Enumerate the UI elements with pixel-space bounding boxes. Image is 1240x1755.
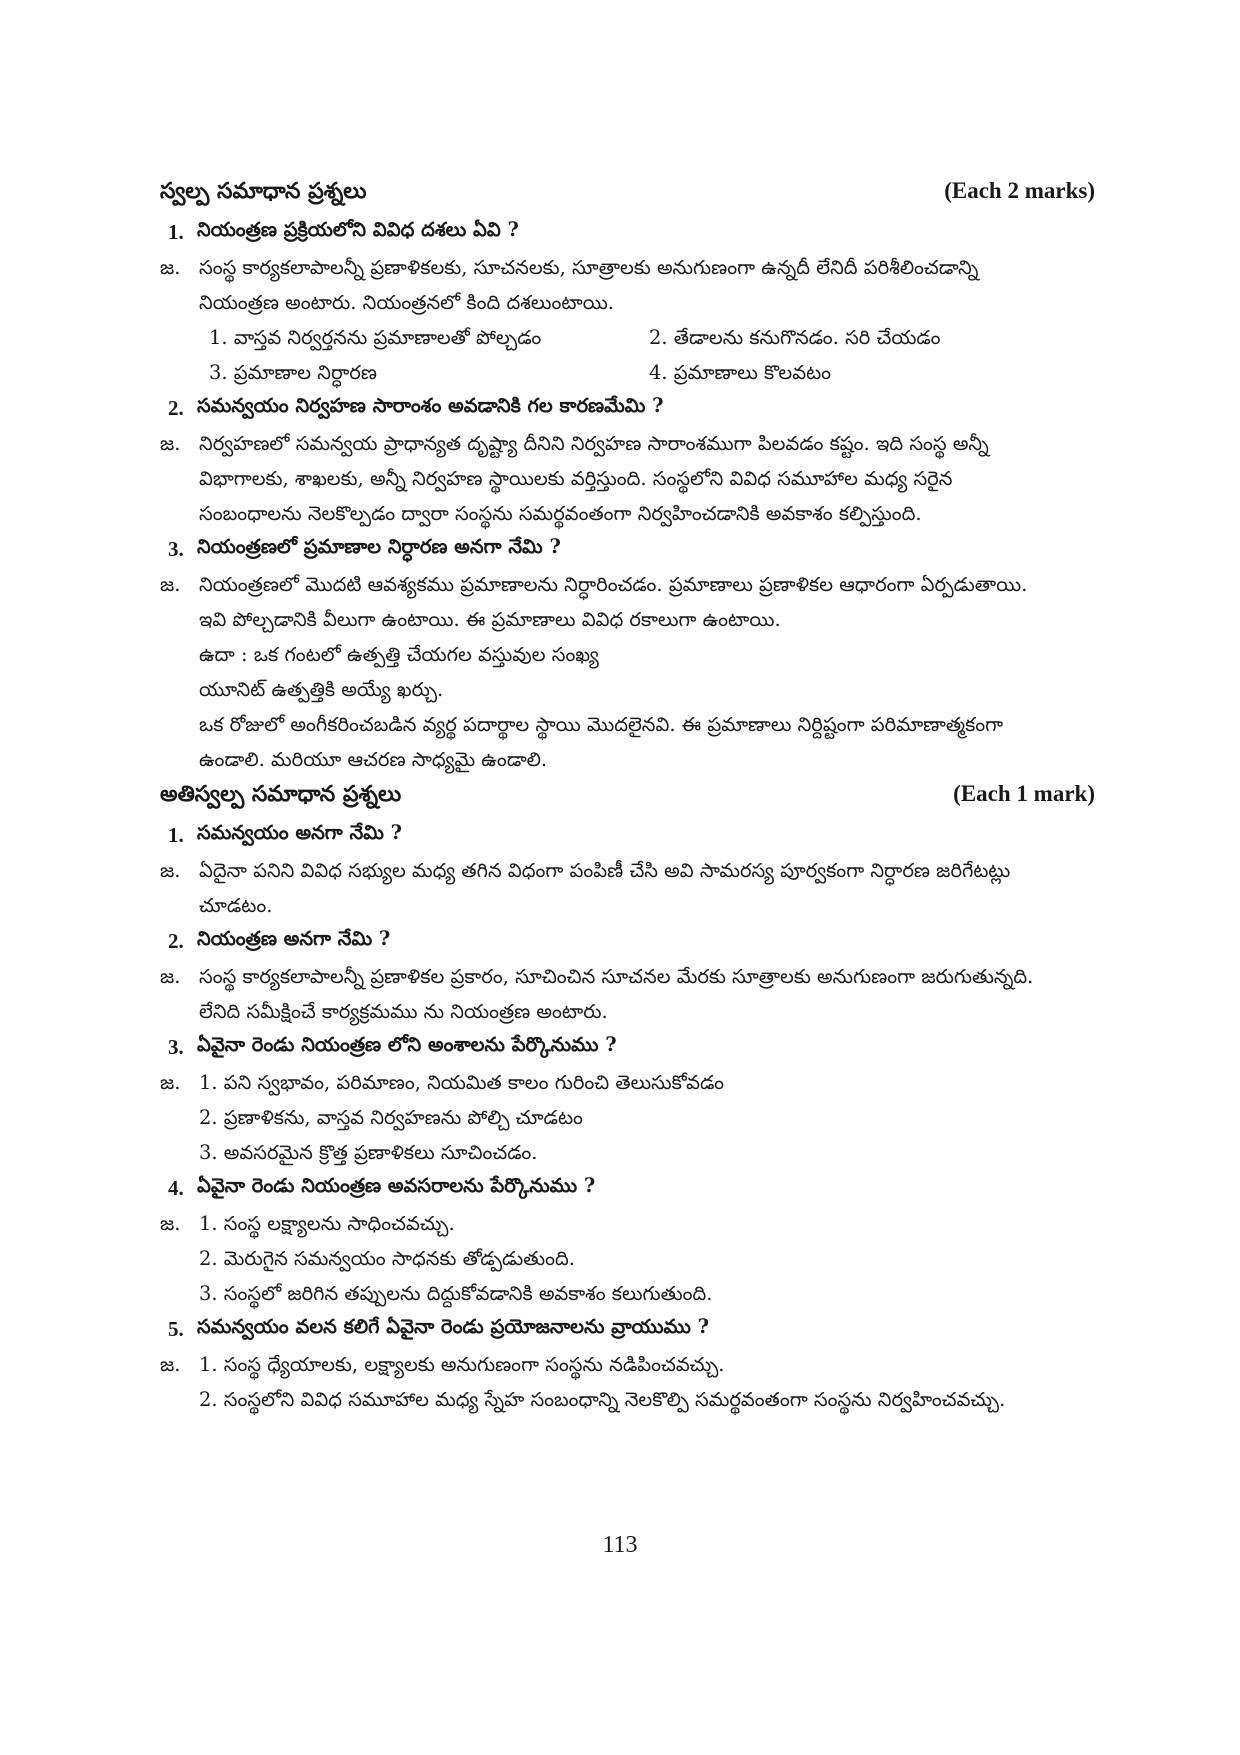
answer-line: ఉదా : ఒక గంటలో ఉత్పత్తి చేయగల వస్తువుల సంఖ్య — [199, 643, 599, 666]
answer-line: యూనిట్ ఉత్పత్తికి అయ్యే ఖర్చు. — [199, 678, 444, 701]
list-item: 1. సంస్థ ధ్యేయాలకు, లక్ష్యాలకు అనుగుణంగా సంస్థను నడిపించవచ్చు. — [199, 1353, 725, 1376]
list-item: 1. సంస్థ లక్ష్యాలను సాధించవచ్చు. — [199, 1212, 455, 1235]
list-item: 2. సంస్థలోని వివిధ సమూహాల మధ్య స్నేహ సంబంధాన్ని నెలకొల్పి సమర్థవంతంగా సంస్థను నిర్వహించవచ్చు. — [199, 1388, 1006, 1411]
answer-line: సంబంధాలను నెలకొల్పడం ద్వారా సంస్థను సమర్థవంతంగా నిర్వహించడానికి అవకాశం కల్పిస్తుంది. — [199, 502, 922, 525]
answer-line: ఒక రోజులో అంగీకరించబడిన వ్యర్థ పదార్థాల స్థాయి మొదలైనవి. ఈ ప్రమాణాలు నిర్దిష్టంగా పరిమాణాత్మకంగా — [199, 713, 1004, 736]
list-item: 4. ప్రమాణాలు కొలవటం — [649, 361, 832, 384]
list-item: 3. సంస్థలో జరిగిన తప్పులను దిద్దుకోవడానికి అవకాశం కలుగుతుంది. — [199, 1282, 713, 1305]
marks-label: (Each 1 mark) — [953, 781, 1095, 806]
question: 1. నియంత్రణ ప్రక్రియలోని వివిధ దశలు ఏవి ? — [168, 214, 1095, 250]
answer: జ. ఏదైనా పనిని వివిధ సభ్యుల మధ్య తగిన విధంగా పంపిణీ చేసి అవి సామరస్య పూర్వకంగా నిర్ధారణ జరిగేటట్లు చూడటం. — [160, 853, 1095, 923]
answer-line: సంస్థ కార్యకలాపాలన్నీ ప్రణాళికలకు, సూచనలకు, సూత్రాలకు అనుగుణంగా ఉన్నదీ లేనిదీ పరిశీలించడాన్ని — [199, 256, 979, 279]
answer-line: సంస్థ కార్యకలాపాలన్నీ ప్రణాళికల ప్రకారం, సూచించిన సూచనల మేరకు సూత్రాలకు అనుగుణంగా జరుగుతున్నది. — [199, 965, 1034, 988]
question: 3. నియంత్రణలో ప్రమాణాల నిర్ధారణ అనగా నేమి ? — [168, 531, 1095, 567]
answer: జ. సంస్థ కార్యకలాపాలన్నీ ప్రణాళికలకు, సూచనలకు, సూత్రాలకు అనుగుణంగా ఉన్నదీ లేనిదీ పరిశీలించడాన్ని నియంత్రణ అంటారు. నియంత్రనలో కింది దశలుంటాయి. 1. వాస్తవ నిర్వర్తనను ప్రమాణాలతో పోల్చడం 2. తేడాలను కనుగొనడం. సరి చేయడం 3. ప్రమాణాల నిర్ధారణ 4. ప్రమాణాలు కొలవటం — [160, 250, 1095, 390]
question: 1. సమన్వయం అనగా నేమి ? — [168, 817, 1095, 853]
question-text: సమన్వయం నిర్వహణ సారాంశం అవడానికి గల కారణమేమి ? — [197, 394, 664, 417]
answer-line: ఉండాలి. మరియూ ఆచరణ సాధ్యమై ఉండాలి. — [199, 748, 548, 771]
answer-line: నియంత్రణలో మొదటి ఆవశ్యకము ప్రమాణాలను నిర్ధారించడం. ప్రమాణాలు ప్రణాళికల ఆధారంగా ఏర్పడుతాయి. — [199, 573, 1028, 596]
question-text: నియంత్రణ ప్రక్రియలోని వివిధ దశలు ఏవి ? — [197, 218, 519, 241]
list-item: 2. తేడాలను కనుగొనడం. సరి చేయడం — [649, 326, 941, 349]
answer: జ. నియంత్రణలో మొదటి ఆవశ్యకము ప్రమాణాలను నిర్ధారించడం. ప్రమాణాలు ప్రణాళికల ఆధారంగా ఏర్పడుతాయి. ఇవి పోల్చడానికి వీలుగా ఉంటాయి. ఈ ప్రమాణాలు వివిధ రకాలుగా ఉంటాయి. ఉదా : ఒక గంటలో ఉత్పత్తి చేయగల వస్తువుల సంఖ్య యూనిట్ ఉత్పత్తికి అయ్యే ఖర్చు. ఒక రోజులో అంగీకరించబడిన వ్యర్థ పదార్థాల స్థాయి మొదలైనవి. ఈ ప్రమాణాలు నిర్దిష్టంగా పరిమాణాత్మకంగా ఉండాలి. మరియూ ఆచరణ సాధ్యమై ఉండాలి. — [160, 567, 1095, 777]
answer-line: లేనిది సమీక్షించే కార్యక్రమము ను నియంత్రణ అంటారు. — [199, 1000, 608, 1023]
question-text: సమన్వయం అనగా నేమి ? — [197, 821, 403, 844]
answer-line: చూడటం. — [199, 894, 273, 917]
list-item: 1. వాస్తవ నిర్వర్తనను ప్రమాణాలతో పోల్చడం — [209, 326, 542, 349]
answer-line: నియంత్రణ అంటారు. నియంత్రనలో కింది దశలుంటాయి. — [199, 291, 614, 314]
answer: జ. 1. సంస్థ లక్ష్యాలను సాధించవచ్చు. 2. మెరుగైన సమన్వయం సాధనకు తోడ్పడుతుంది. 3. సంస్థలో జరిగిన తప్పులను దిద్దుకోవడానికి అవకాశం కలుగుతుంది. — [160, 1206, 1095, 1311]
marks-label: (Each 2 marks) — [944, 178, 1095, 203]
answer: జ. 1. సంస్థ ధ్యేయాలకు, లక్ష్యాలకు అనుగుణంగా సంస్థను నడిపించవచ్చు. 2. సంస్థలోని వివిధ సమూహాల మధ్య స్నేహ సంబంధాన్ని నెలకొల్పి సమర్థవంతంగా సంస్థను నిర్వహించవచ్చు. — [160, 1347, 1095, 1417]
answer-line: నిర్వహణలో సమన్వయ ప్రాధాన్యత దృష్ట్యా దీనిని నిర్వహణ సారాంశముగా పిలవడం కష్టం. ఇది సంస్థ అన్నీ — [199, 432, 989, 455]
answer: జ. 1. పని స్వభావం, పరిమాణం, నియమిత కాలం గురించి తెలుసుకోవడం 2. ప్రణాళికను, వాస్తవ నిర్వహణను పోల్చి చూడటం 3. అవసరమైన క్రొత్త ప్రణాళికలు సూచించడం. — [160, 1065, 1095, 1170]
question-text: నియంత్రణలో ప్రమాణాల నిర్ధారణ అనగా నేమి ? — [197, 535, 561, 558]
question: 3. ఏవైనా రెండు నియంత్రణ లోని అంశాలను పేర్కొనుము ? — [168, 1029, 1095, 1065]
stage-list — [209, 320, 1095, 390]
question: 2. సమన్వయం నిర్వహణ సారాంశం అవడానికి గల కారణమేమి ? — [168, 390, 1095, 426]
answer-line: ఏదైనా పనిని వివిధ సభ్యుల మధ్య తగిన విధంగా పంపిణీ చేసి అవి సామరస్య పూర్వకంగా నిర్ధారణ జరిగేటట్లు — [199, 859, 1011, 882]
answer: జ. నిర్వహణలో సమన్వయ ప్రాధాన్యత దృష్ట్యా దీనిని నిర్వహణ సారాంశముగా పిలవడం కష్టం. ఇది సంస్థ అన్నీ విభాగాలకు, శాఖలకు, అన్నీ నిర్వహణ స్థాయిలకు వర్తిస్తుంది. సంస్థలోని వివిధ సమూహాల మధ్య సరైన సంబంధాలను నెలకొల్పడం ద్వారా సంస్థను సమర్థవంతంగా నిర్వహించడానికి అవకాశం కల్పిస్తుంది. — [160, 426, 1095, 531]
answer-line: ఇవి పోల్చడానికి వీలుగా ఉంటాయి. ఈ ప్రమాణాలు వివిధ రకాలుగా ఉంటాయి. — [199, 608, 781, 631]
page-number: 113 — [602, 1532, 638, 1558]
list-item: 3. అవసరమైన క్రొత్త ప్రణాళికలు సూచించడం. — [199, 1141, 538, 1164]
list-item: 2. మెరుగైన సమన్వయం సాధనకు తోడ్పడుతుంది. — [199, 1247, 575, 1270]
page-content — [160, 178, 1095, 1417]
answer: జ. సంస్థ కార్యకలాపాలన్నీ ప్రణాళికల ప్రకారం, సూచించిన సూచనల మేరకు సూత్రాలకు అనుగుణంగా జరుగుతున్నది. లేనిది సమీక్షించే కార్యక్రమము ను నియంత్రణ అంటారు. — [160, 959, 1095, 1029]
question: 5. సమన్వయం వలన కలిగే ఏవైనా రెండు ప్రయోజనాలను వ్రాయుము ? — [168, 1311, 1095, 1347]
answer-line: విభాగాలకు, శాఖలకు, అన్నీ నిర్వహణ స్థాయిలకు వర్తిస్తుంది. సంస్థలోని వివిధ సమూహాల మధ్య సరైన — [199, 467, 953, 490]
section-title: స్వల్ప సమాధాన ప్రశ్నలు — [160, 178, 367, 204]
question-text: ఏవైనా రెండు నియంత్రణ లోని అంశాలను పేర్కొనుము ? — [197, 1033, 617, 1056]
list-item: 3. ప్రమాణాల నిర్ధారణ — [209, 361, 377, 384]
section-title: అతిస్వల్ప సమాధాన ప్రశ్నలు — [160, 781, 402, 807]
list-item: 2. ప్రణాళికను, వాస్తవ నిర్వహణను పోల్చి చూడటం — [199, 1106, 583, 1129]
question-text: సమన్వయం వలన కలిగే ఏవైనా రెండు ప్రయోజనాలను వ్రాయుము ? — [197, 1315, 710, 1338]
list-item: 1. పని స్వభావం, పరిమాణం, నియమిత కాలం గురించి తెలుసుకోవడం — [199, 1071, 725, 1094]
question-text: నియంత్రణ అనగా నేమి ? — [197, 927, 391, 950]
section-header — [160, 781, 1095, 817]
question: 2. నియంత్రణ అనగా నేమి ? — [168, 923, 1095, 959]
question: 4. ఏవైనా రెండు నియంత్రణ అవసరాలను పేర్కొనుము ? — [168, 1170, 1095, 1206]
section-header — [160, 178, 1095, 214]
question-text: ఏవైనా రెండు నియంత్రణ అవసరాలను పేర్కొనుము ? — [197, 1174, 596, 1197]
